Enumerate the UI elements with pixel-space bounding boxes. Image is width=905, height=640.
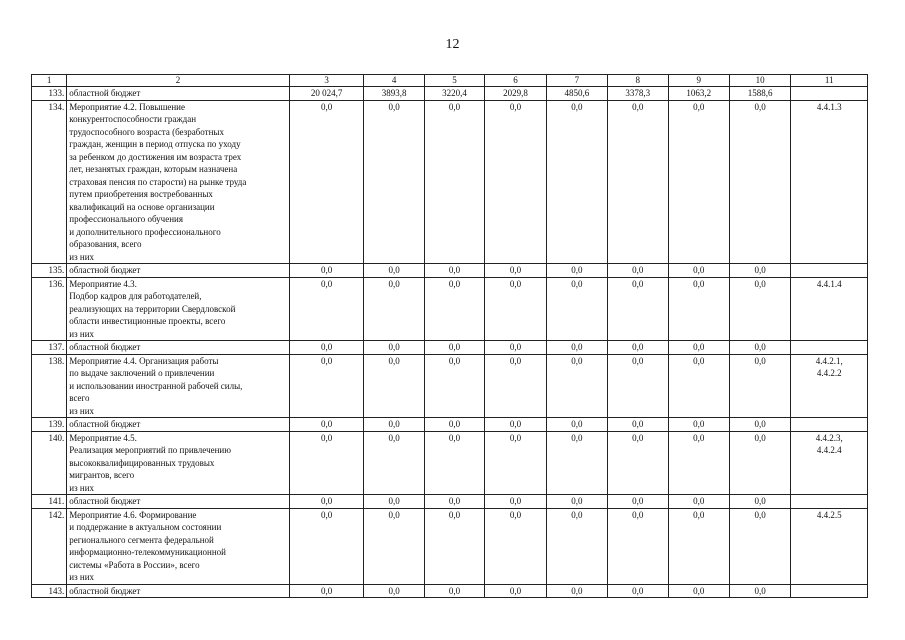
- description-line: Реализация мероприятий по привлечению: [69, 445, 231, 455]
- target-code: 4.4.2.3,: [815, 432, 843, 443]
- column-header: 4: [364, 75, 424, 87]
- value-cell: 0,0: [608, 264, 668, 278]
- value-cell: 0,0: [424, 495, 484, 509]
- description-line: областной бюджет: [69, 88, 141, 98]
- value-cell: 0,0: [608, 495, 668, 509]
- value-cell: 0,0: [289, 100, 364, 264]
- column-header: 2: [67, 75, 290, 87]
- row-number: 136.: [32, 277, 67, 341]
- description-line: и поддержание в актуальном состоянии: [69, 522, 222, 532]
- description-line: всего: [69, 393, 90, 403]
- value-cell: 4850,6: [546, 87, 607, 101]
- value-cell: 0,0: [289, 341, 364, 355]
- description-line: из них: [69, 482, 95, 493]
- description-line: Мероприятие 4.6. Формирование: [69, 509, 197, 520]
- row-description: [67, 264, 290, 278]
- row-description: [67, 495, 290, 509]
- value-cell: 0,0: [485, 431, 546, 495]
- value-cell: 0,0: [424, 418, 484, 432]
- value-cell: 0,0: [364, 584, 424, 598]
- value-cell: 0,0: [424, 100, 484, 264]
- target-code-cell: [791, 584, 868, 598]
- row-description: [67, 277, 290, 341]
- value-cell: 0,0: [364, 431, 424, 495]
- value-cell: 0,0: [729, 100, 790, 264]
- value-cell: 0,0: [364, 277, 424, 341]
- column-header: 5: [424, 75, 484, 87]
- description-line: областной бюджет: [69, 496, 141, 506]
- description-line: образования, всего: [69, 239, 142, 249]
- description-line: лет, незанятых граждан, которым назначена: [69, 164, 238, 174]
- target-code-cell: [791, 495, 868, 509]
- value-cell: 1063,2: [668, 87, 729, 101]
- value-cell: 0,0: [289, 431, 364, 495]
- value-cell: 0,0: [289, 354, 364, 418]
- value-cell: 0,0: [729, 431, 790, 495]
- budget-table: [31, 74, 868, 598]
- value-cell: 0,0: [608, 354, 668, 418]
- description-line: области инвестиционные проекты, всего: [69, 316, 226, 326]
- value-cell: 3378,3: [608, 87, 668, 101]
- value-cell: 0,0: [668, 341, 729, 355]
- table-row: [32, 277, 868, 341]
- value-cell: 0,0: [485, 418, 546, 432]
- column-header: 7: [546, 75, 607, 87]
- value-cell: 0,0: [364, 100, 424, 264]
- value-cell: 0,0: [546, 277, 607, 341]
- value-cell: 0,0: [546, 264, 607, 278]
- value-cell: 0,0: [729, 341, 790, 355]
- description-line: реализующих на территории Свердловской: [69, 303, 236, 314]
- row-number: 140.: [32, 431, 67, 495]
- value-cell: 0,0: [424, 277, 484, 341]
- value-cell: 0,0: [668, 584, 729, 598]
- value-cell: 0,0: [729, 508, 790, 584]
- value-cell: 0,0: [289, 584, 364, 598]
- value-cell: 0,0: [608, 341, 668, 355]
- description-line: страховая пенсия по старости) на рынке труда: [69, 176, 247, 187]
- column-header: 11: [791, 75, 868, 87]
- value-cell: 0,0: [729, 354, 790, 418]
- value-cell: 0,0: [608, 418, 668, 432]
- value-cell: 0,0: [668, 495, 729, 509]
- row-description: [67, 100, 290, 264]
- row-number: 141.: [32, 495, 67, 509]
- value-cell: 0,0: [289, 508, 364, 584]
- value-cell: 0,0: [485, 508, 546, 584]
- value-cell: 0,0: [729, 584, 790, 598]
- value-cell: 0,0: [364, 354, 424, 418]
- value-cell: 0,0: [546, 495, 607, 509]
- value-cell: 0,0: [546, 418, 607, 432]
- value-cell: 3893,8: [364, 87, 424, 101]
- row-number: 133.: [32, 87, 67, 101]
- description-line: Подбор кадров для работодателей,: [69, 291, 202, 301]
- header-row: [32, 75, 868, 87]
- column-header: 3: [289, 75, 364, 87]
- value-cell: 0,0: [485, 354, 546, 418]
- value-cell: 0,0: [364, 495, 424, 509]
- table-row: [32, 495, 868, 509]
- row-description: [67, 418, 290, 432]
- value-cell: 0,0: [289, 418, 364, 432]
- description-line: квалификаций на основе организации: [69, 201, 215, 212]
- target-code-cell: [791, 264, 868, 278]
- row-description: [67, 584, 290, 598]
- value-cell: 0,0: [424, 354, 484, 418]
- value-cell: 0,0: [364, 341, 424, 355]
- row-number: 135.: [32, 264, 67, 278]
- value-cell: 0,0: [364, 264, 424, 278]
- row-description: [67, 87, 290, 101]
- value-cell: 0,0: [289, 495, 364, 509]
- value-cell: 20 024,7: [289, 87, 364, 101]
- value-cell: 0,0: [485, 584, 546, 598]
- value-cell: 0,0: [608, 431, 668, 495]
- value-cell: 0,0: [668, 354, 729, 418]
- column-header: 6: [485, 75, 546, 87]
- target-code: 4.4.2.5: [816, 509, 842, 520]
- target-code-cell: [791, 87, 868, 101]
- description-line: профессионального обучения: [69, 214, 183, 224]
- table-row: [32, 418, 868, 432]
- value-cell: 0,0: [608, 584, 668, 598]
- value-cell: 2029,8: [485, 87, 546, 101]
- value-cell: 0,0: [424, 431, 484, 495]
- value-cell: 1588,6: [729, 87, 790, 101]
- row-description: [67, 508, 290, 584]
- description-line: из них: [69, 328, 95, 339]
- description-line: Мероприятие 4.3.: [69, 278, 137, 289]
- value-cell: 0,0: [485, 277, 546, 341]
- row-number: 139.: [32, 418, 67, 432]
- value-cell: 0,0: [364, 418, 424, 432]
- target-code: 4.4.1.4: [816, 278, 842, 289]
- target-code-cell: [791, 354, 868, 418]
- value-cell: 0,0: [729, 277, 790, 341]
- description-line: трудоспособного возраста (безработных: [69, 126, 224, 137]
- value-cell: 0,0: [546, 584, 607, 598]
- description-line: за ребенком до достижения им возраста трех: [69, 151, 242, 162]
- column-header: 1: [32, 75, 67, 87]
- target-code: 4.4.1.3: [816, 101, 842, 112]
- description-line: информационно-телекоммуникационной: [69, 547, 226, 557]
- value-cell: 0,0: [668, 508, 729, 584]
- description-line: областной бюджет: [69, 585, 141, 596]
- table-row: [32, 584, 868, 598]
- table-row: [32, 508, 868, 584]
- value-cell: 0,0: [364, 508, 424, 584]
- value-cell: 0,0: [424, 508, 484, 584]
- value-cell: 0,0: [485, 495, 546, 509]
- row-description: [67, 341, 290, 355]
- target-code-cell: [791, 277, 868, 341]
- row-description: [67, 354, 290, 418]
- value-cell: 0,0: [668, 264, 729, 278]
- row-number: 143.: [32, 584, 67, 598]
- description-line: из них: [69, 405, 95, 416]
- value-cell: 0,0: [668, 431, 729, 495]
- description-line: конкурентоспособности граждан: [69, 114, 197, 124]
- row-number: 142.: [32, 508, 67, 584]
- value-cell: 0,0: [546, 100, 607, 264]
- description-line: Мероприятие 4.5.: [69, 432, 137, 443]
- value-cell: 0,0: [608, 508, 668, 584]
- description-line: по выдаче заключений о привлечении: [69, 368, 215, 378]
- value-cell: 3220,4: [424, 87, 484, 101]
- target-code: 4.4.2.4: [816, 445, 842, 455]
- description-line: и дополнительного профессионального: [69, 226, 221, 237]
- value-cell: 0,0: [729, 264, 790, 278]
- description-line: путем приобретения востребованных: [69, 189, 213, 199]
- description-line: регионального сегмента федеральной: [69, 534, 214, 545]
- value-cell: 0,0: [424, 341, 484, 355]
- description-line: из них: [69, 572, 95, 582]
- target-code: 4.4.2.1,: [815, 355, 843, 366]
- column-header: 10: [729, 75, 790, 87]
- description-line: и использовании иностранной рабочей силы,: [69, 380, 243, 391]
- table-row: [32, 354, 868, 418]
- target-code-cell: [791, 431, 868, 495]
- value-cell: 0,0: [424, 584, 484, 598]
- value-cell: 0,0: [668, 418, 729, 432]
- table-row: [32, 87, 868, 101]
- column-header: 9: [668, 75, 729, 87]
- value-cell: 0,0: [546, 431, 607, 495]
- description-line: Мероприятие 4.2. Повышение: [69, 101, 185, 112]
- description-line: областной бюджет: [69, 342, 141, 352]
- target-code-cell: [791, 100, 868, 264]
- value-cell: 0,0: [668, 277, 729, 341]
- value-cell: 0,0: [729, 495, 790, 509]
- description-line: областной бюджет: [69, 419, 141, 429]
- target-code-cell: [791, 341, 868, 355]
- row-number: 134.: [32, 100, 67, 264]
- value-cell: 0,0: [608, 100, 668, 264]
- description-line: мигрантов, всего: [69, 470, 135, 480]
- table-row: [32, 341, 868, 355]
- description-line: областной бюджет: [69, 265, 141, 275]
- row-description: [67, 431, 290, 495]
- value-cell: 0,0: [289, 277, 364, 341]
- value-cell: 0,0: [485, 341, 546, 355]
- value-cell: 0,0: [485, 100, 546, 264]
- value-cell: 0,0: [424, 264, 484, 278]
- description-line: Мероприятие 4.4. Организация работы: [69, 355, 219, 366]
- value-cell: 0,0: [546, 354, 607, 418]
- value-cell: 0,0: [546, 341, 607, 355]
- value-cell: 0,0: [485, 264, 546, 278]
- value-cell: 0,0: [546, 508, 607, 584]
- page-number: 12: [445, 37, 460, 52]
- value-cell: 0,0: [608, 277, 668, 341]
- table-row: [32, 431, 868, 495]
- description-line: из них: [69, 251, 95, 262]
- table-row: [32, 264, 868, 278]
- table-row: [32, 100, 868, 264]
- target-code: 4.4.2.2: [816, 368, 842, 378]
- row-number: 138.: [32, 354, 67, 418]
- description-line: граждан, женщин в период отпуска по уходу: [69, 139, 241, 149]
- column-header: 8: [608, 75, 668, 87]
- value-cell: 0,0: [289, 264, 364, 278]
- description-line: системы «Работа в России», всего: [69, 559, 200, 570]
- value-cell: 0,0: [729, 418, 790, 432]
- target-code-cell: [791, 418, 868, 432]
- row-number: 137.: [32, 341, 67, 355]
- target-code-cell: [791, 508, 868, 584]
- value-cell: 0,0: [668, 100, 729, 264]
- description-line: высококвалифицированных трудовых: [69, 457, 215, 468]
